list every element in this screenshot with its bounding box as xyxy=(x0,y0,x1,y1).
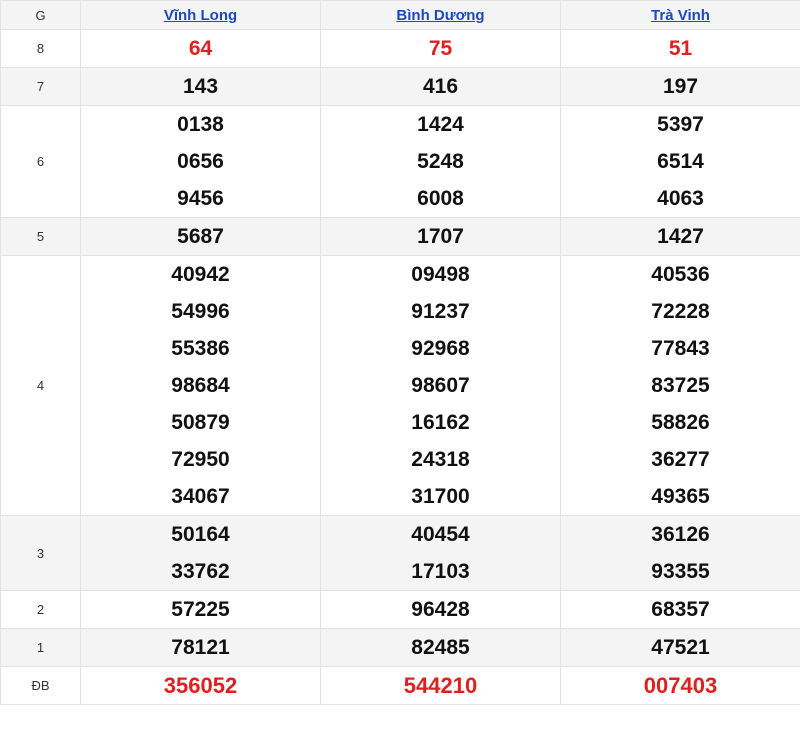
result-cell xyxy=(321,30,561,68)
prize-row xyxy=(1,68,800,106)
result-number: 50879 xyxy=(171,411,230,434)
result-cell xyxy=(561,218,800,256)
prize-row xyxy=(1,30,800,68)
result-number: 33762 xyxy=(171,560,230,583)
result-cell xyxy=(321,667,561,705)
result-cell xyxy=(81,30,321,68)
result-cell xyxy=(81,629,321,667)
result-cell xyxy=(321,516,561,591)
result-cell xyxy=(561,30,800,68)
result-number: 68357 xyxy=(651,598,710,621)
result-number: 98607 xyxy=(411,374,470,397)
province-header xyxy=(561,1,800,30)
result-number: 78121 xyxy=(171,636,230,659)
province-link-binh-duong[interactable]: Bình Dương xyxy=(396,6,485,24)
result-cell xyxy=(81,591,321,629)
result-number: 77843 xyxy=(651,337,710,360)
results-body xyxy=(1,30,800,705)
result-cell xyxy=(321,591,561,629)
result-cell xyxy=(561,591,800,629)
result-number: 0138 xyxy=(177,113,224,136)
result-number: 72950 xyxy=(171,448,230,471)
result-number: 36277 xyxy=(651,448,710,471)
province-link-tra-vinh[interactable]: Trà Vinh xyxy=(651,6,710,24)
result-number: 36126 xyxy=(651,523,710,546)
result-number: 544210 xyxy=(403,673,478,698)
result-number: 50164 xyxy=(171,523,230,546)
result-number: 5397 xyxy=(657,113,704,136)
prize-row xyxy=(1,629,800,667)
result-cell xyxy=(561,68,800,106)
result-number: 17103 xyxy=(411,560,470,583)
result-number: 40536 xyxy=(651,263,710,286)
result-number: 5687 xyxy=(177,225,224,248)
result-number: 55386 xyxy=(171,337,230,360)
result-number: 75 xyxy=(428,37,453,60)
result-number: 5248 xyxy=(417,150,464,173)
result-number: 6008 xyxy=(417,187,464,210)
prize-row xyxy=(1,516,800,591)
result-number: 007403 xyxy=(643,673,718,698)
prize-label: 8 xyxy=(1,30,81,68)
result-cell xyxy=(561,516,800,591)
result-number: 0656 xyxy=(177,150,224,173)
result-cell xyxy=(321,256,561,516)
result-number: 40942 xyxy=(171,263,230,286)
result-number: 83725 xyxy=(651,374,710,397)
result-number: 24318 xyxy=(411,448,470,471)
result-cell xyxy=(561,106,800,218)
result-number: 4063 xyxy=(657,187,704,210)
result-number: 9456 xyxy=(177,187,224,210)
result-cell xyxy=(561,629,800,667)
result-number: 54996 xyxy=(171,300,230,323)
prize-label: 7 xyxy=(1,68,81,106)
result-number: 47521 xyxy=(651,636,710,659)
prize-row xyxy=(1,106,800,218)
result-cell xyxy=(81,256,321,516)
prize-label: 5 xyxy=(1,218,81,256)
result-number: 72228 xyxy=(651,300,710,323)
header-row xyxy=(1,1,800,30)
result-number: 49365 xyxy=(651,485,710,508)
result-number: 51 xyxy=(668,37,693,60)
result-cell xyxy=(321,106,561,218)
result-number: 1707 xyxy=(417,225,464,248)
result-number: 197 xyxy=(662,75,699,98)
result-number: 93355 xyxy=(651,560,710,583)
province-header xyxy=(81,1,321,30)
result-cell xyxy=(561,667,800,705)
result-number: 356052 xyxy=(163,673,238,698)
result-number: 143 xyxy=(182,75,219,98)
province-link-vinh-long[interactable]: Vĩnh Long xyxy=(163,6,238,24)
prize-label: 3 xyxy=(1,516,81,591)
result-cell xyxy=(321,68,561,106)
result-number: 98684 xyxy=(171,374,230,397)
result-number: 16162 xyxy=(411,411,470,434)
result-cell xyxy=(321,218,561,256)
result-number: 6514 xyxy=(657,150,704,173)
prize-label: 1 xyxy=(1,629,81,667)
prize-label: 6 xyxy=(1,106,81,218)
result-cell xyxy=(321,629,561,667)
result-number: 34067 xyxy=(171,485,230,508)
prize-label: 4 xyxy=(1,256,81,516)
result-number: 58826 xyxy=(651,411,710,434)
result-number: 91237 xyxy=(411,300,470,323)
prize-row xyxy=(1,218,800,256)
result-number: 31700 xyxy=(411,485,470,508)
result-number: 64 xyxy=(188,37,213,60)
result-cell xyxy=(81,667,321,705)
result-number: 09498 xyxy=(411,263,470,286)
result-number: 82485 xyxy=(411,636,470,659)
prize-row xyxy=(1,667,800,705)
result-number: 416 xyxy=(422,75,459,98)
result-cell xyxy=(81,106,321,218)
prize-column-header: G xyxy=(1,1,81,30)
result-cell xyxy=(81,68,321,106)
result-number: 1424 xyxy=(417,113,464,136)
result-cell xyxy=(81,218,321,256)
result-number: 1427 xyxy=(657,225,704,248)
result-number: 40454 xyxy=(411,523,470,546)
prize-label: ĐB xyxy=(1,667,81,705)
result-number: 96428 xyxy=(411,598,470,621)
result-number: 92968 xyxy=(411,337,470,360)
result-cell xyxy=(81,516,321,591)
prize-label: 2 xyxy=(1,591,81,629)
prize-row xyxy=(1,256,800,516)
province-header xyxy=(321,1,561,30)
result-number: 57225 xyxy=(171,598,230,621)
result-cell xyxy=(561,256,800,516)
prize-row xyxy=(1,591,800,629)
